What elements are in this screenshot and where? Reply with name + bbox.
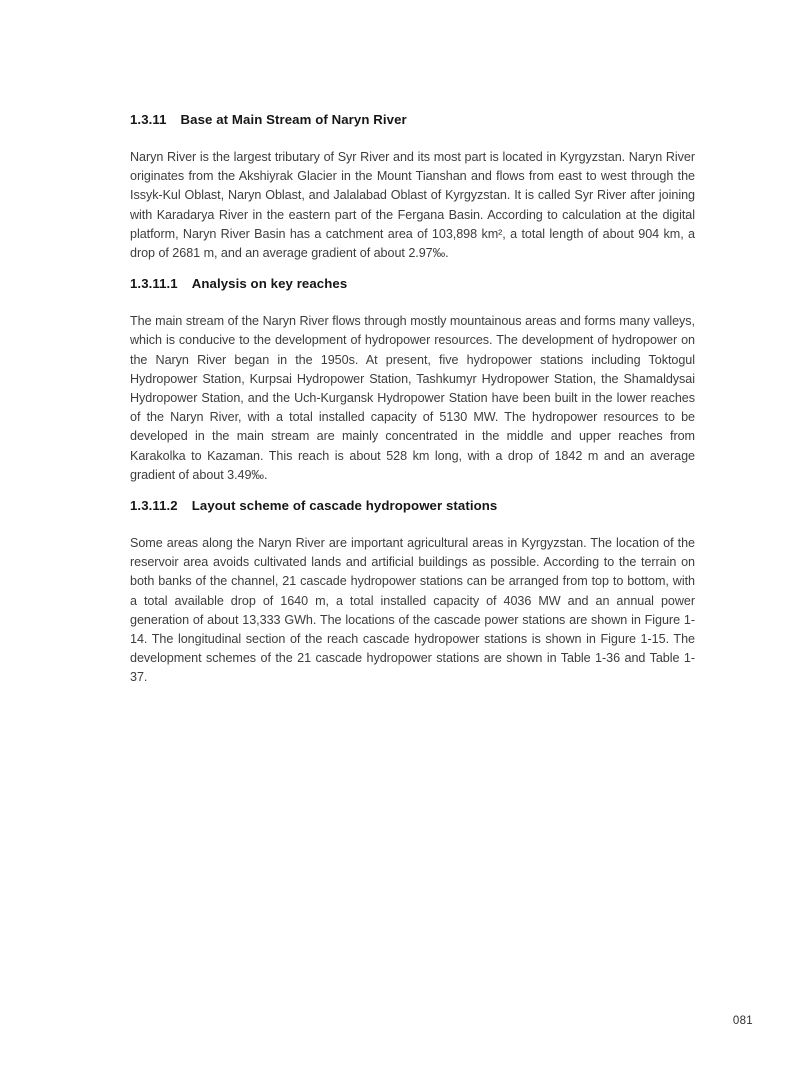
page-number: 081 — [732, 1015, 753, 1027]
section-heading — [130, 498, 695, 514]
section-heading — [130, 112, 695, 128]
section-analysis-on-key-reaches — [130, 276, 695, 485]
heading-title: Analysis on key reaches — [191, 276, 348, 292]
heading-title: Base at Main Stream of Naryn River — [180, 112, 407, 127]
section-paragraph: Some areas along the Naryn River are important agricultural areas in Kyrgyzstan. The location of the reservoir area avoids cultivated lands and artificial buildings as possible. According to the terrain on both banks of the channel, 21 cascade hydropower stations can be arranged from top to bottom, with a total available drop of 1640 m, a total installed capacity of 4036 MW and an annual power generation of about 13,333 GWh. The locations of the cascade power stations are shown in Figure 1-14. The longitudinal section of the reach cascade hydropower stations is shown in Figure 1-15. The development schemes of the 21 cascade hydropower stations are shown in Table 1-36 and Table 1-37. — [130, 536, 695, 685]
section-paragraph: The main stream of the Naryn River flows through mostly mountainous areas and forms many valleys, which is conducive to the development of hydropower resources. The development of hydropower on the Naryn River began in the 1950s. At present, five hydropower stations including Toktogul Hydropower Station, Kurpsai Hydropower Station, Tashkumyr Hydropower Station, the Shamaldysai Hydropower Station, and the Uch-Kurgansk Hydropower Station have been built in the lower reaches of the Naryn River, with a total installed capacity of 5130 MW. The hydropower resources to be developed in the main stream are mainly concentrated in the middle and upper reaches from Karakolka to Kazaman. This reach is about 528 km long, with a drop of 1842 m and an average gradient of about 3.49‰. — [130, 314, 695, 482]
heading-title: Layout scheme of cascade hydropower stations — [191, 498, 498, 514]
section-layout-scheme — [130, 498, 695, 688]
heading-number: 1.3.11 — [130, 112, 167, 127]
section-heading — [130, 276, 695, 292]
section-paragraph: Naryn River is the largest tributary of Syr River and its most part is located in Kyrgyzstan. Naryn River originates from the Akshiyrak Glacier in the Mount Tianshan and flows from east to west through the Issyk-Kul Oblast, Naryn Oblast, and Jalalabad Oblast of Kyrgyzstan. It is called Syr River after joining with Karadarya River in the eastern part of the Fergana Basin. According to calculation at the digital platform, Naryn River Basin has a catchment area of 103,898 km², a total length of about 904 km, a drop of 2681 m, and an average gradient of about 2.97‰. — [130, 150, 695, 261]
section-base-at-main-stream — [130, 112, 695, 263]
heading-number: 1.3.11.2 — [130, 498, 178, 514]
page-content — [130, 112, 695, 701]
heading-number: 1.3.11.1 — [130, 276, 178, 292]
